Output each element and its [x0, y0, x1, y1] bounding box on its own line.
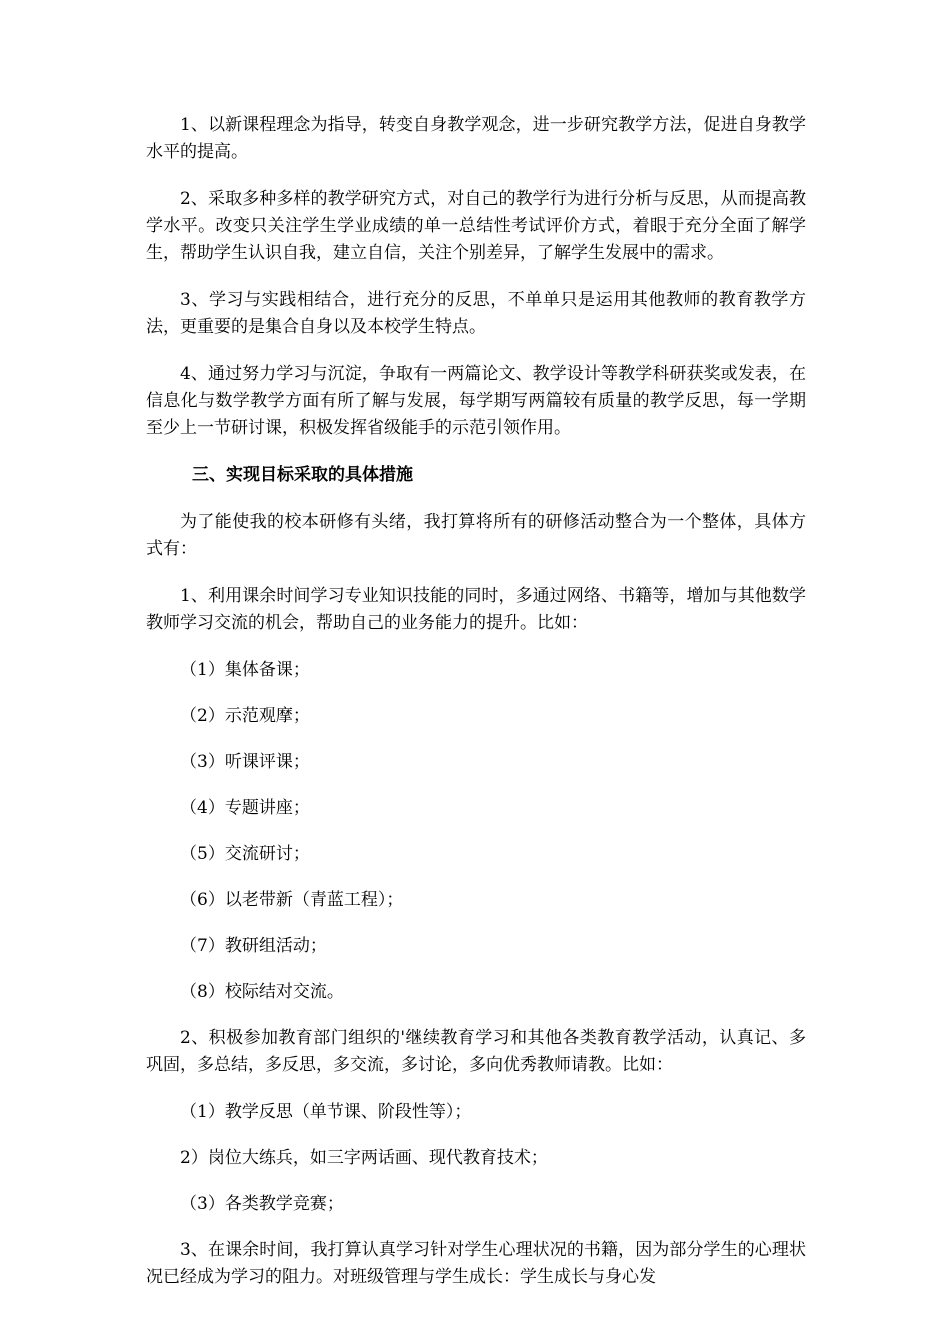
list-item: （3）听课评课； [180, 752, 310, 772]
goal-paragraph-1: 1、以新课程理念为指导，转变自身教学观念，进一步研究教学方法，促进自身教学水平的提高。 [146, 115, 806, 162]
goal-paragraph-2: 2、采取多种多样的教学研究方式，对自己的教学行为进行分析与反思，从而提高教学水平。改变只关注学生学业成绩的单一总结性考试评价方式，着眼于充分全面了解学生，帮助学生认识自我，建立自信，关注个别差异，了解学生发展中的需求。 [146, 189, 806, 263]
list-item: （1）集体备课； [180, 660, 310, 680]
measure-2-paragraph: 2、积极参加教育部门组织的'继续教育学习和其他各类教育教学活动，认真记、多巩固，多总结，多反思，多交流，多讨论，多向优秀教师请教。比如： [146, 1028, 806, 1075]
list-item: 2）岗位大练兵，如三字两话画、现代教育技术； [180, 1148, 548, 1168]
document-page [146, 112, 806, 1311]
list-item: （4）专题讲座； [180, 798, 310, 818]
list-item: （7）教研组活动； [180, 936, 327, 956]
list-item: （6）以老带新（青蓝工程）； [180, 890, 404, 910]
intro-paragraph: 为了能使我的校本研修有头绪，我打算将所有的研修活动整合为一个整体，具体方式有： [146, 512, 806, 559]
list-item: （8）校际结对交流。 [180, 982, 344, 1002]
measure-1-paragraph: 1、利用课余时间学习专业知识技能的同时，多通过网络、书籍等，增加与其他数学教师学习交流的机会，帮助自己的业务能力的提升。比如： [146, 586, 806, 633]
goal-paragraph-4: 4、通过努力学习与沉淀，争取有一两篇论文、教学设计等教学科研获奖或发表，在信息化与数学教学方面有所了解与发展，每学期写两篇较有质量的教学反思，每一学期至少上一节研讨课，积极发挥省级能手的示范引领作用。 [146, 364, 806, 438]
list-item: （5）交流研讨； [180, 844, 310, 864]
section-heading: 三、实现目标采取的具体措施 [192, 465, 413, 485]
list-item: （3）各类教学竞赛； [180, 1194, 344, 1214]
goal-paragraph-3: 3、学习与实践相结合，进行充分的反思，不单单只是运用其他教师的教育教学方法，更重要的是集合自身以及本校学生特点。 [146, 290, 806, 337]
list-item: （1）教学反思（单节课、阶段性等）； [180, 1102, 472, 1122]
list-item: （2）示范观摩； [180, 706, 310, 726]
measure-3-paragraph: 3、在课余时间，我打算认真学习针对学生心理状况的书籍，因为部分学生的心理状况已经成为学习的阻力。对班级管理与学生成长：学生成长与身心发 [146, 1240, 806, 1287]
